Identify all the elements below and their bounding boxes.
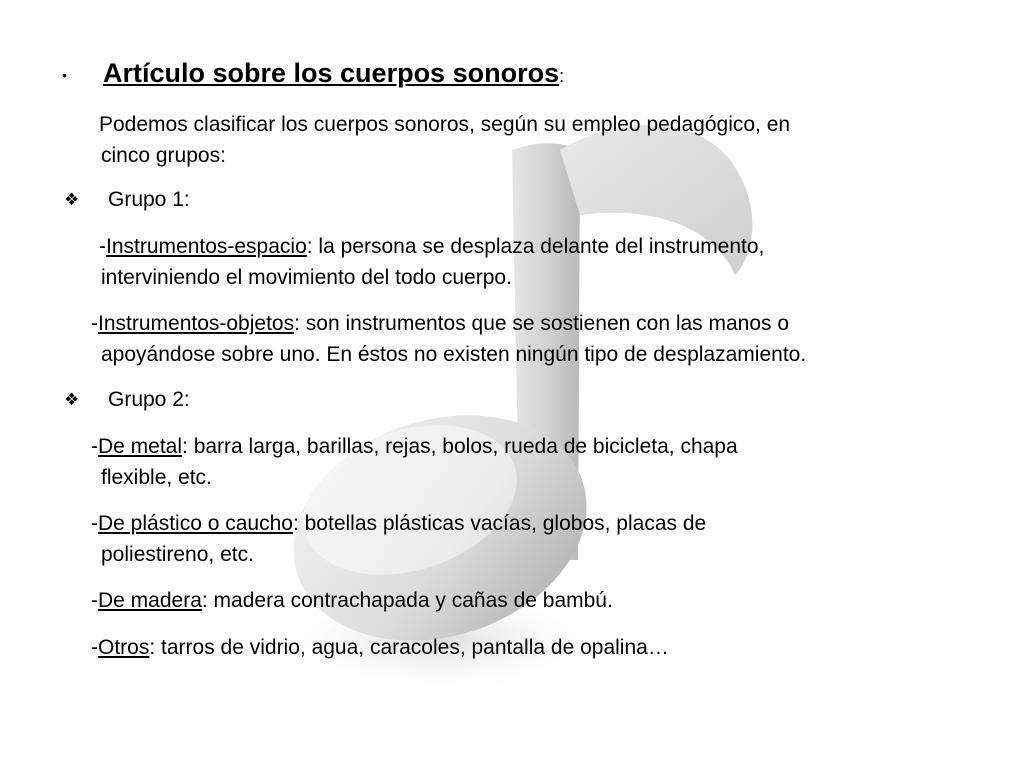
group-2-item-3 (91, 588, 613, 614)
item-dash: - (91, 435, 98, 458)
item-dash: - (91, 589, 98, 612)
title-colon: : (559, 66, 565, 86)
item-description: : tarros de vidrio, agua, caracoles, pantalla de opalina… (149, 636, 669, 659)
group-1-item-2-continuation: apoyándose sobre uno. En éstos no existen ningún tipo de desplazamiento. (101, 343, 807, 366)
group-1-heading: Grupo 1: (108, 188, 190, 211)
group-1-item-2 (91, 311, 789, 337)
title-text: Artículo sobre los cuerpos sonoros (103, 58, 560, 88)
title-bullet: • (62, 67, 67, 83)
item-dash: - (91, 312, 98, 335)
item-term: De madera (98, 589, 202, 612)
item-description: : madera contrachapada y cañas de bambú. (201, 589, 613, 612)
group-2-item-4 (91, 635, 669, 661)
item-description: : son instrumentos que se sostienen con las manos o (294, 312, 790, 335)
slide-title (103, 57, 564, 89)
group-2-item-2 (91, 511, 706, 537)
group-2-item-1-continuation: flexible, etc. (101, 466, 212, 489)
item-term: De plástico o caucho (98, 512, 293, 535)
group-1-item-1 (99, 234, 764, 260)
item-dash: - (99, 235, 106, 258)
group-1-item-1-continuation: interviniendo el movimiento del todo cuerpo. (101, 266, 512, 289)
group-2-heading: Grupo 2: (108, 388, 190, 411)
item-term: Instrumentos-objetos (98, 312, 295, 335)
intro-line-1: Podemos clasificar los cuerpos sonoros, según su empleo pedagógico, en (99, 113, 791, 136)
item-description: : barra larga, barillas, rejas, bolos, rueda de bicicleta, chapa (182, 435, 738, 458)
group-1-bullet-icon: ❖ (64, 190, 80, 209)
item-dash: - (91, 512, 98, 535)
item-description: : botellas plásticas vacías, globos, placas de (292, 512, 707, 535)
item-dash: - (91, 636, 98, 659)
group-2-item-1 (91, 434, 738, 460)
item-description: : la persona se desplaza delante del instrumento, (306, 235, 765, 258)
group-2-bullet-icon: ❖ (64, 390, 80, 409)
item-term: Instrumentos-espacio (106, 235, 307, 258)
item-term: Otros (98, 636, 150, 659)
group-2-item-2-continuation: poliestireno, etc. (101, 543, 254, 566)
item-term: De metal (98, 435, 183, 458)
intro-line-2: cinco grupos: (101, 144, 226, 167)
